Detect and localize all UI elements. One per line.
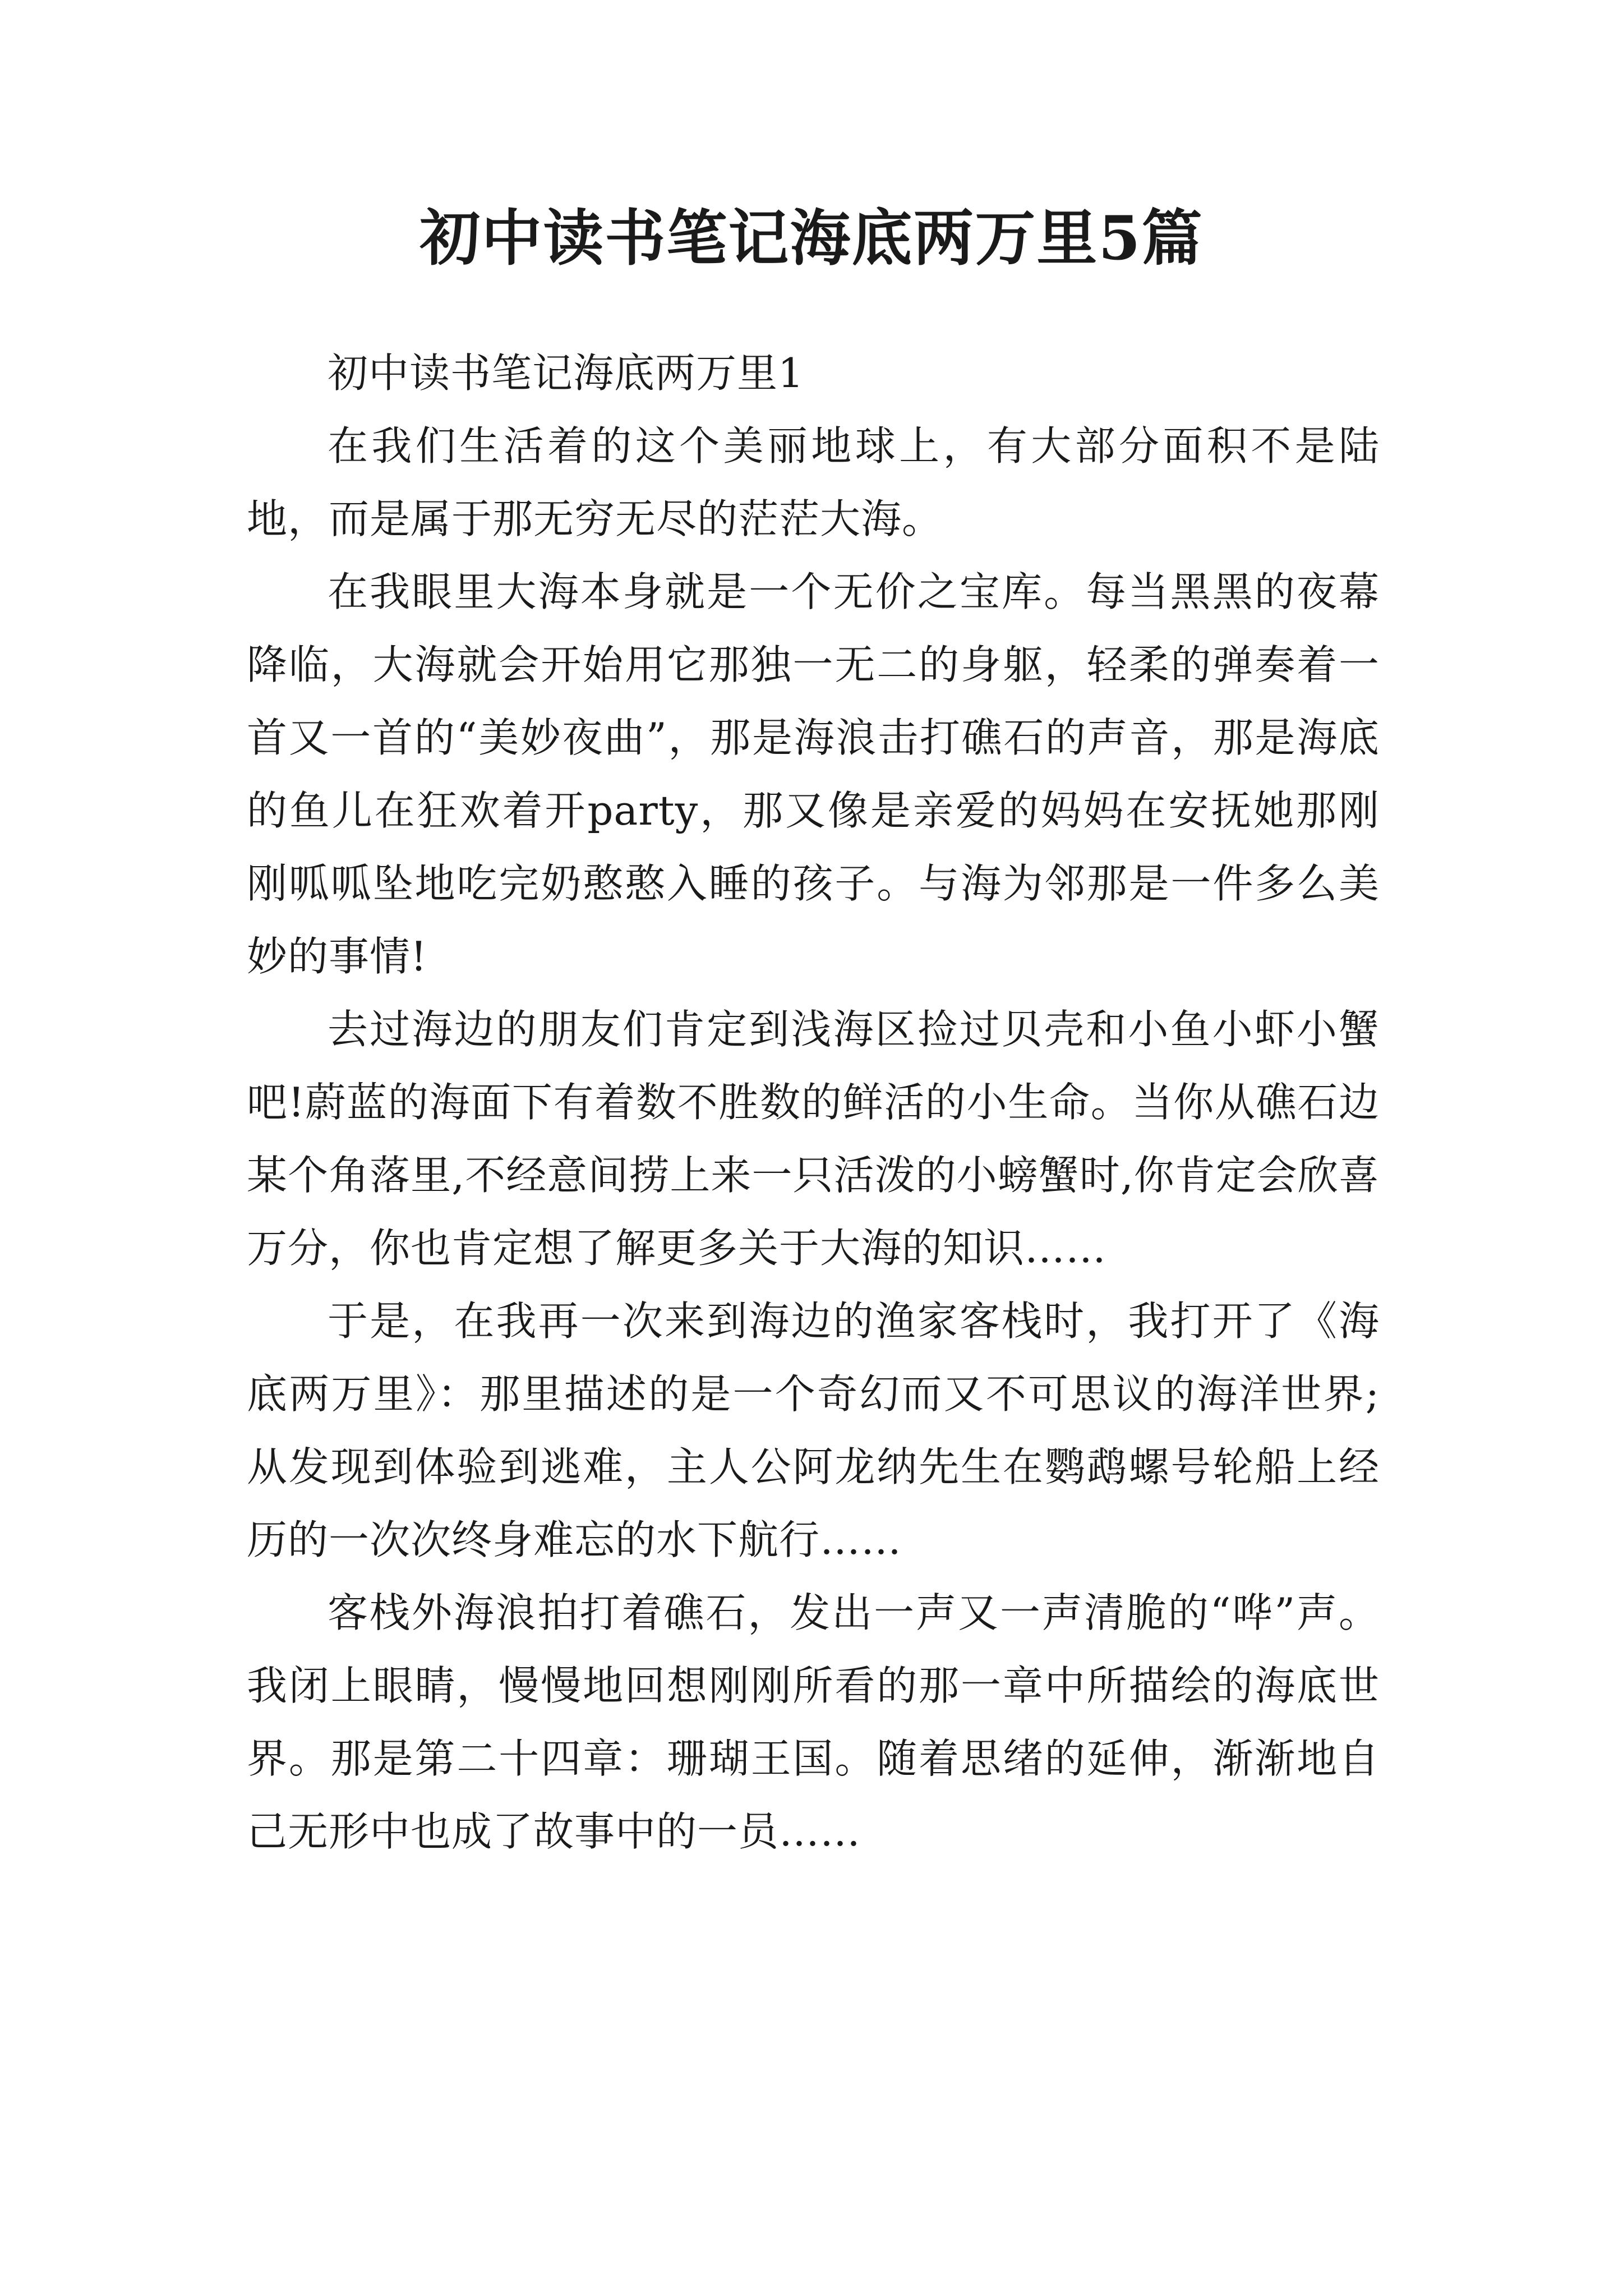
paragraph: 在我眼里大海本身就是一个无价之宝库。每当黑黑的夜幕降临，大海就会开始用它那独一无二的身躯，轻柔的弹奏着一首又一首的“美妙夜曲”，那是海浪击打礁石的声音，那是海底的鱼儿在狂欢着开party，那又像是亲爱的妈妈在安抚她那刚刚呱呱坠地吃完奶憨憨入睡的孩子。与海为邻那是一件多么美妙的事情! <box>247 568 1380 980</box>
document-title: 初中读书笔记海底两万里5篇 <box>419 203 1204 274</box>
document-body <box>247 337 1380 1868</box>
paragraph: 去过海边的朋友们肯定到浅海区捡过贝壳和小鱼小虾小蟹吧!蔚蓝的海面下有着数不胜数的鲜活的小生命。当你从礁石边某个角落里,不经意间捞上来一只活泼的小螃蟹时,你肯定会欣喜万分，你也肯定想了解更多关于大海的知识…… <box>247 1006 1380 1272</box>
paragraph: 在我们生活着的这个美丽地球上，有大部分面积不是陆地，而是属于那无穷无尽的茫茫大海。 <box>247 422 1380 542</box>
paragraph: 于是，在我再一次来到海边的渔家客栈时，我打开了《海底两万里》：那里描述的是一个奇幻而又不可思议的海洋世界;从发现到体验到逃难，主人公阿龙纳先生在鹦鹉螺号轮船上经历的一次次终身难忘的水下航行…… <box>247 1297 1380 1563</box>
paragraph: 客栈外海浪拍打着礁石，发出一声又一声清脆的“哗”声。我闭上眼睛，慢慢地回想刚刚所看的那一章中所描绘的海底世界。那是第二十四章：珊瑚王国。随着思绪的延伸，渐渐地自己无形中也成了故事中的一员…… <box>247 1589 1380 1855</box>
section-heading: 初中读书笔记海底两万里1 <box>328 349 804 397</box>
